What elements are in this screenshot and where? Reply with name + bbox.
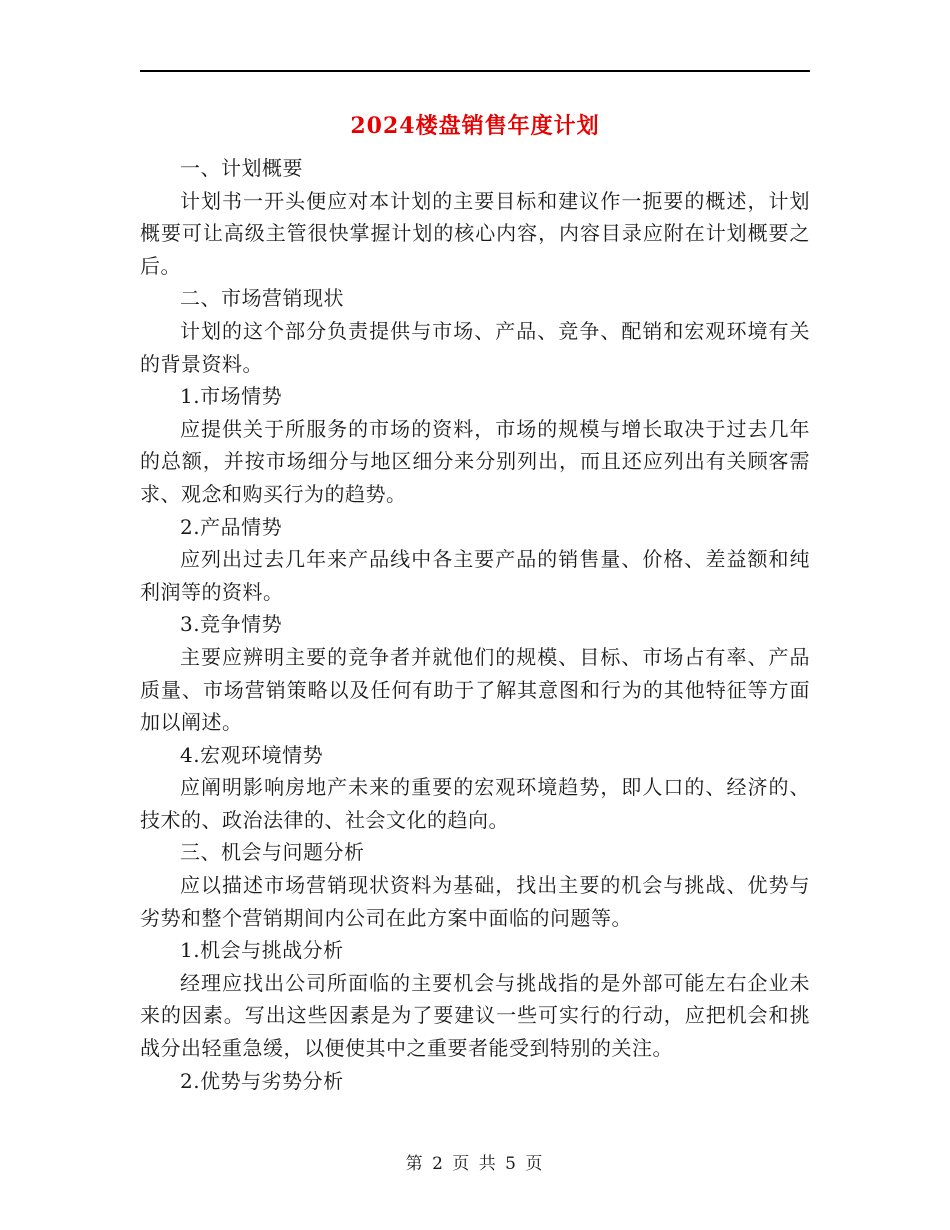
paragraph-market-status: 计划的这个部分负责提供与市场、产品、竞争、配销和宏观环境有关的背景资料。 [140,318,810,376]
document-title: 2024楼盘销售年度计划 [350,113,600,139]
paragraph-product-situation: 应列出过去几年来产品线中各主要产品的销售量、价格、差益额和纯利润等的资料。 [140,547,810,604]
subheading-opportunity-challenge: 1.机会与挑战分析 [180,938,344,963]
subheading-macro-environment: 4.宏观环境情势 [180,742,324,767]
page-number-footer: 第 2 页 共 5 页 [405,1154,545,1174]
heading-market-status: 二、市场营销现状 [180,286,344,311]
paragraph-plan-summary: 计划书一开头便应对本计划的主要目标和建议作一扼要的概述，计划概要可让高级主管很快掌握计划的核心内容，内容目录应附在计划概要之后。 [140,188,810,278]
paragraph-market-situation: 应提供关于所服务的市场的资料，市场的规模与增长取决于过去几年的总额，并按市场细分与地区细分来分别列出，而且还应列出有关顾客需求、观念和购买行为的趋势。 [140,416,810,506]
document-body [140,152,810,1097]
subheading-strength-weakness: 2.优势与劣势分析 [180,1068,344,1093]
paragraph-competition-situation: 主要应辨明主要的竞争者并就他们的规模、目标、市场占有率、产品质量、市场营销策略以及任何有助于了解其意图和行为的其他特征等方面加以阐述。 [140,644,810,735]
header-rule [140,70,810,72]
paragraph-opportunity-challenge: 经理应找出公司所面临的主要机会与挑战指的是外部可能左右企业未来的因素。写出这些因素是为了要建议一些可实行的行动，应把机会和挑战分出轻重急缓，以便使其中之重要者能受到特别的关注。 [140,970,810,1061]
paragraph-opportunity-analysis: 应以描述市场营销现状资料为基础，找出主要的机会与挑战、优势与劣势和整个营销期间内公司在此方案中面临的问题等。 [140,873,810,930]
heading-plan-summary: 一、计划概要 [180,156,303,180]
subheading-product-situation: 2.产品情势 [180,514,283,539]
paragraph-macro-environment: 应阐明影响房地产未来的重要的宏观环境趋势，即人口的、经济的、技术的、政治法律的、社会文化的趋向。 [140,775,810,832]
subheading-competition-situation: 3.竞争情势 [180,612,283,637]
subheading-market-situation: 1.市场情势 [180,384,283,409]
heading-opportunity-analysis: 三、机会与问题分析 [180,840,365,865]
